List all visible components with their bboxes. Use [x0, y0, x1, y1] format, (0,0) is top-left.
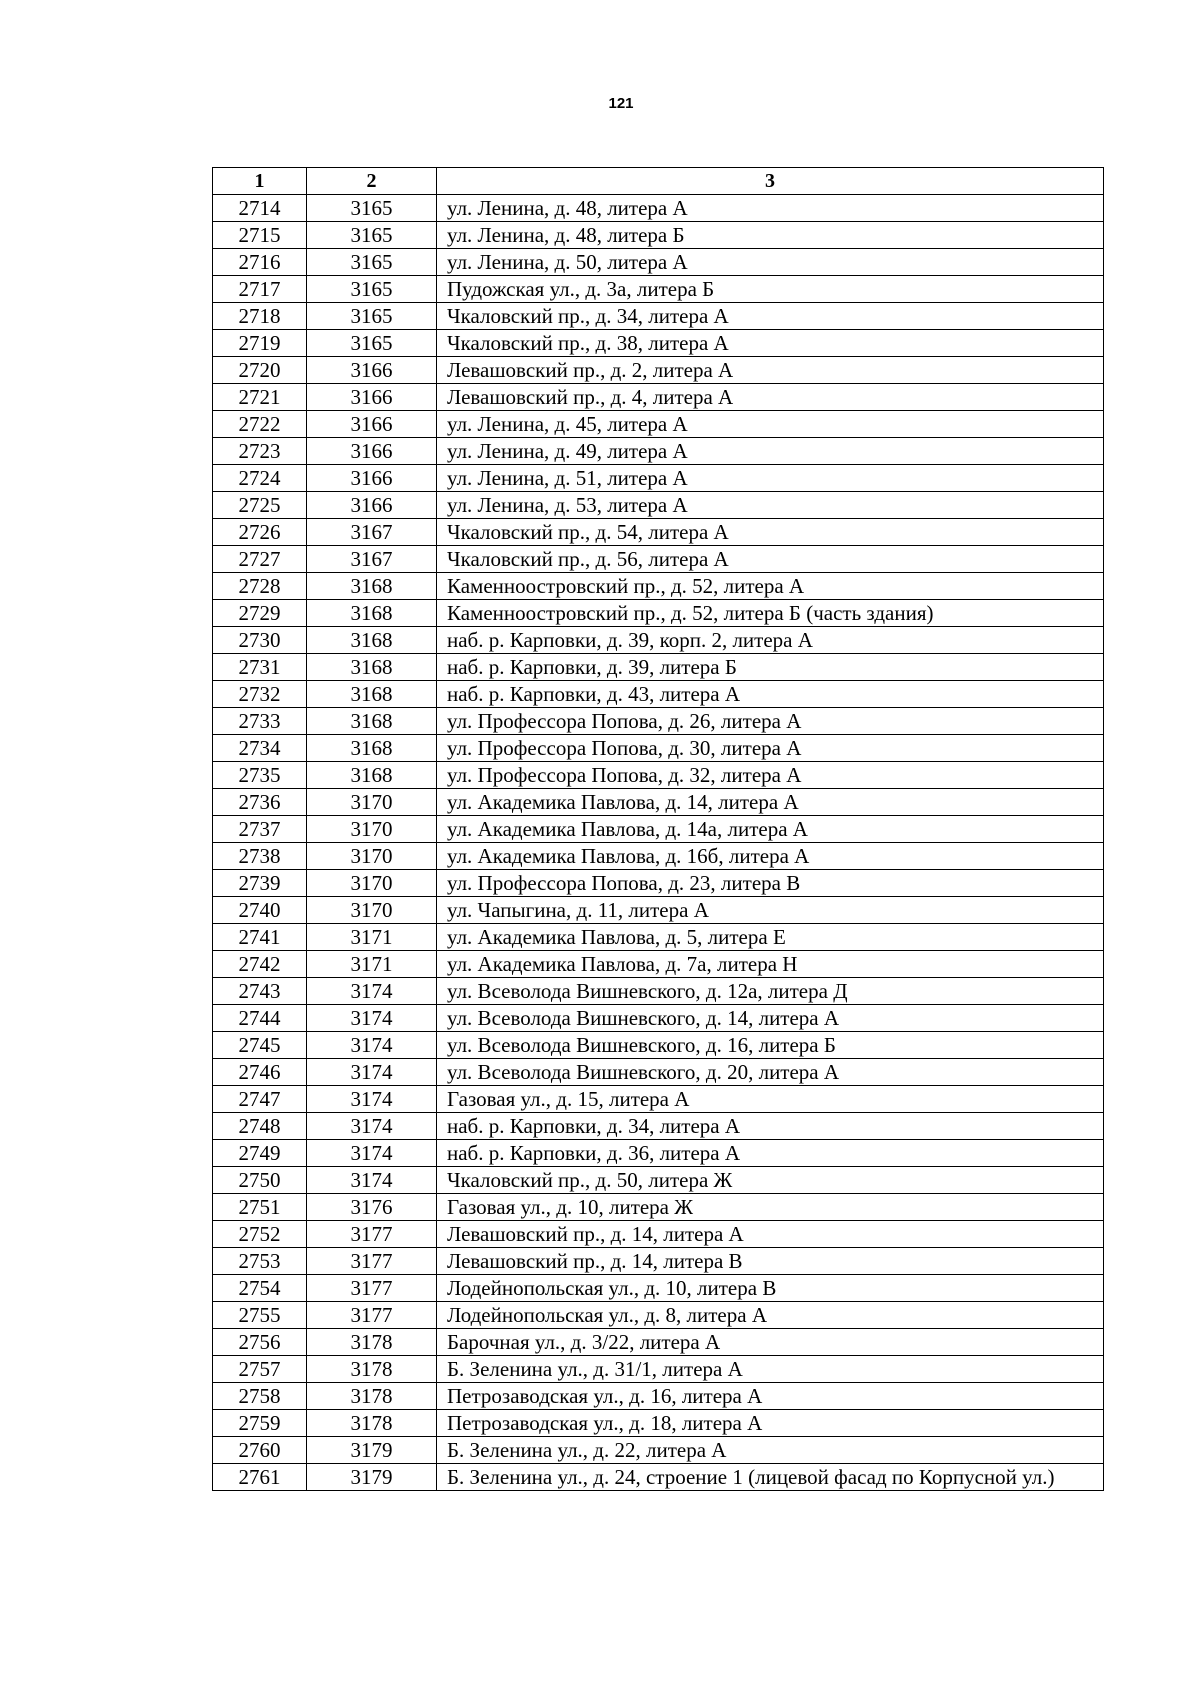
row-number-cell: 2756 — [213, 1329, 307, 1356]
table-row — [213, 249, 1104, 276]
row-number-cell: 2724 — [213, 465, 307, 492]
table-row — [213, 573, 1104, 600]
address-cell: Чкаловский пр., д. 56, литера А — [437, 546, 1104, 573]
table-row — [213, 1302, 1104, 1329]
code-cell: 3176 — [307, 1194, 437, 1221]
table-row — [213, 1221, 1104, 1248]
address-cell: Чкаловский пр., д. 34, литера А — [437, 303, 1104, 330]
address-cell: ул. Ленина, д. 45, литера А — [437, 411, 1104, 438]
code-cell: 3168 — [307, 600, 437, 627]
row-number-cell: 2742 — [213, 951, 307, 978]
code-cell: 3168 — [307, 735, 437, 762]
table-row — [213, 276, 1104, 303]
address-cell: ул. Всеволода Вишневского, д. 20, литера А — [437, 1059, 1104, 1086]
table-row — [213, 465, 1104, 492]
address-cell: ул. Профессора Попова, д. 23, литера В — [437, 870, 1104, 897]
table-row — [213, 843, 1104, 870]
code-cell: 3177 — [307, 1275, 437, 1302]
code-cell: 3174 — [307, 1059, 437, 1086]
table-row — [213, 438, 1104, 465]
row-number-cell: 2715 — [213, 222, 307, 249]
table-body — [213, 195, 1104, 1491]
code-cell: 3174 — [307, 978, 437, 1005]
column-header-2: 2 — [307, 168, 437, 195]
address-cell: ул. Ленина, д. 53, литера А — [437, 492, 1104, 519]
row-number-cell: 2745 — [213, 1032, 307, 1059]
table-row — [213, 1059, 1104, 1086]
address-cell: ул. Чапыгина, д. 11, литера А — [437, 897, 1104, 924]
row-number-cell: 2733 — [213, 708, 307, 735]
address-cell: Каменноостровский пр., д. 52, литера Б (часть здания) — [437, 600, 1104, 627]
registry-table — [212, 167, 1104, 1491]
address-cell: Лодейнопольская ул., д. 8, литера А — [437, 1302, 1104, 1329]
code-cell: 3177 — [307, 1221, 437, 1248]
code-cell: 3166 — [307, 411, 437, 438]
code-cell: 3165 — [307, 276, 437, 303]
code-cell: 3165 — [307, 249, 437, 276]
table-row — [213, 951, 1104, 978]
address-cell: ул. Профессора Попова, д. 26, литера А — [437, 708, 1104, 735]
address-cell: Лодейнопольская ул., д. 10, литера В — [437, 1275, 1104, 1302]
address-cell: Б. Зеленина ул., д. 22, литера А — [437, 1437, 1104, 1464]
row-number-cell: 2741 — [213, 924, 307, 951]
code-cell: 3170 — [307, 816, 437, 843]
table-row — [213, 789, 1104, 816]
table-row — [213, 708, 1104, 735]
table-row — [213, 1329, 1104, 1356]
code-cell: 3166 — [307, 438, 437, 465]
address-cell: ул. Всеволода Вишневского, д. 14, литера А — [437, 1005, 1104, 1032]
code-cell: 3174 — [307, 1140, 437, 1167]
code-cell: 3174 — [307, 1113, 437, 1140]
row-number-cell: 2746 — [213, 1059, 307, 1086]
code-cell: 3167 — [307, 546, 437, 573]
table-row — [213, 681, 1104, 708]
table-row — [213, 1167, 1104, 1194]
row-number-cell: 2725 — [213, 492, 307, 519]
address-cell: Б. Зеленина ул., д. 31/1, литера А — [437, 1356, 1104, 1383]
address-cell: ул. Академика Павлова, д. 7а, литера Н — [437, 951, 1104, 978]
address-cell: ул. Ленина, д. 48, литера А — [437, 195, 1104, 222]
address-cell: наб. р. Карповки, д. 43, литера А — [437, 681, 1104, 708]
code-cell: 3177 — [307, 1248, 437, 1275]
table-row — [213, 1383, 1104, 1410]
code-cell: 3171 — [307, 924, 437, 951]
page-number: 121 — [608, 95, 634, 112]
table-row — [213, 735, 1104, 762]
table-row — [213, 1437, 1104, 1464]
table-row — [213, 897, 1104, 924]
address-cell: Барочная ул., д. 3/22, литера А — [437, 1329, 1104, 1356]
row-number-cell: 2761 — [213, 1464, 307, 1491]
row-number-cell: 2757 — [213, 1356, 307, 1383]
code-cell: 3178 — [307, 1410, 437, 1437]
row-number-cell: 2716 — [213, 249, 307, 276]
table-row — [213, 816, 1104, 843]
code-cell: 3179 — [307, 1464, 437, 1491]
row-number-cell: 2737 — [213, 816, 307, 843]
table-row — [213, 870, 1104, 897]
code-cell: 3178 — [307, 1329, 437, 1356]
code-cell: 3168 — [307, 762, 437, 789]
code-cell: 3165 — [307, 195, 437, 222]
row-number-cell: 2727 — [213, 546, 307, 573]
code-cell: 3168 — [307, 573, 437, 600]
table-row — [213, 654, 1104, 681]
row-number-cell: 2740 — [213, 897, 307, 924]
address-cell: ул. Ленина, д. 51, литера А — [437, 465, 1104, 492]
code-cell: 3174 — [307, 1167, 437, 1194]
code-cell: 3170 — [307, 870, 437, 897]
code-cell: 3166 — [307, 384, 437, 411]
row-number-cell: 2732 — [213, 681, 307, 708]
table-row — [213, 222, 1104, 249]
row-number-cell: 2721 — [213, 384, 307, 411]
address-cell: ул. Всеволода Вишневского, д. 16, литера Б — [437, 1032, 1104, 1059]
row-number-cell: 2718 — [213, 303, 307, 330]
column-header-1: 1 — [213, 168, 307, 195]
row-number-cell: 2747 — [213, 1086, 307, 1113]
table-row — [213, 303, 1104, 330]
row-number-cell: 2734 — [213, 735, 307, 762]
code-cell: 3178 — [307, 1383, 437, 1410]
row-number-cell: 2717 — [213, 276, 307, 303]
code-cell: 3168 — [307, 627, 437, 654]
table-row — [213, 1248, 1104, 1275]
table-row — [213, 384, 1104, 411]
row-number-cell: 2759 — [213, 1410, 307, 1437]
code-cell: 3170 — [307, 897, 437, 924]
row-number-cell: 2730 — [213, 627, 307, 654]
code-cell: 3170 — [307, 789, 437, 816]
address-cell: Петрозаводская ул., д. 16, литера А — [437, 1383, 1104, 1410]
code-cell: 3174 — [307, 1086, 437, 1113]
code-cell: 3171 — [307, 951, 437, 978]
row-number-cell: 2748 — [213, 1113, 307, 1140]
table-row — [213, 600, 1104, 627]
code-cell: 3165 — [307, 303, 437, 330]
code-cell: 3168 — [307, 654, 437, 681]
table-row — [213, 1410, 1104, 1437]
row-number-cell: 2752 — [213, 1221, 307, 1248]
table-row — [213, 627, 1104, 654]
code-cell: 3166 — [307, 465, 437, 492]
code-cell: 3166 — [307, 492, 437, 519]
code-cell: 3168 — [307, 681, 437, 708]
row-number-cell: 2720 — [213, 357, 307, 384]
row-number-cell: 2723 — [213, 438, 307, 465]
row-number-cell: 2729 — [213, 600, 307, 627]
code-cell: 3170 — [307, 843, 437, 870]
row-number-cell: 2735 — [213, 762, 307, 789]
row-number-cell: 2749 — [213, 1140, 307, 1167]
row-number-cell: 2753 — [213, 1248, 307, 1275]
table-row — [213, 492, 1104, 519]
table-row — [213, 1113, 1104, 1140]
table-row — [213, 411, 1104, 438]
row-number-cell: 2736 — [213, 789, 307, 816]
row-number-cell: 2758 — [213, 1383, 307, 1410]
code-cell: 3174 — [307, 1005, 437, 1032]
table-row — [213, 924, 1104, 951]
row-number-cell: 2726 — [213, 519, 307, 546]
code-cell: 3168 — [307, 708, 437, 735]
address-cell: Петрозаводская ул., д. 18, литера А — [437, 1410, 1104, 1437]
column-header-3: 3 — [437, 168, 1104, 195]
row-number-cell: 2719 — [213, 330, 307, 357]
address-cell: ул. Ленина, д. 49, литера А — [437, 438, 1104, 465]
table-row — [213, 1032, 1104, 1059]
address-cell: Газовая ул., д. 15, литера А — [437, 1086, 1104, 1113]
code-cell: 3165 — [307, 330, 437, 357]
address-cell: Чкаловский пр., д. 38, литера А — [437, 330, 1104, 357]
table-row — [213, 195, 1104, 222]
address-cell: ул. Академика Павлова, д. 14, литера А — [437, 789, 1104, 816]
code-cell: 3174 — [307, 1032, 437, 1059]
row-number-cell: 2755 — [213, 1302, 307, 1329]
row-number-cell: 2760 — [213, 1437, 307, 1464]
table-row — [213, 1356, 1104, 1383]
address-cell: Левашовский пр., д. 14, литера В — [437, 1248, 1104, 1275]
code-cell: 3177 — [307, 1302, 437, 1329]
table-row — [213, 1194, 1104, 1221]
address-cell: Каменноостровский пр., д. 52, литера А — [437, 573, 1104, 600]
address-cell: Чкаловский пр., д. 50, литера Ж — [437, 1167, 1104, 1194]
table-header-row — [213, 168, 1104, 195]
row-number-cell: 2743 — [213, 978, 307, 1005]
code-cell: 3166 — [307, 357, 437, 384]
code-cell: 3178 — [307, 1356, 437, 1383]
table-row — [213, 1464, 1104, 1491]
address-cell: ул. Академика Павлова, д. 14а, литера А — [437, 816, 1104, 843]
address-cell: наб. р. Карповки, д. 39, корп. 2, литера А — [437, 627, 1104, 654]
address-cell: ул. Профессора Попова, д. 30, литера А — [437, 735, 1104, 762]
address-cell: наб. р. Карповки, д. 34, литера А — [437, 1113, 1104, 1140]
address-cell: ул. Академика Павлова, д. 5, литера Е — [437, 924, 1104, 951]
code-cell: 3179 — [307, 1437, 437, 1464]
address-cell: Левашовский пр., д. 14, литера А — [437, 1221, 1104, 1248]
table-row — [213, 1275, 1104, 1302]
address-cell: наб. р. Карповки, д. 36, литера А — [437, 1140, 1104, 1167]
row-number-cell: 2722 — [213, 411, 307, 438]
row-number-cell: 2728 — [213, 573, 307, 600]
row-number-cell: 2754 — [213, 1275, 307, 1302]
table-row — [213, 978, 1104, 1005]
table-row — [213, 1086, 1104, 1113]
address-cell: Газовая ул., д. 10, литера Ж — [437, 1194, 1104, 1221]
row-number-cell: 2750 — [213, 1167, 307, 1194]
row-number-cell: 2744 — [213, 1005, 307, 1032]
table-row — [213, 1140, 1104, 1167]
table-row — [213, 546, 1104, 573]
code-cell: 3167 — [307, 519, 437, 546]
row-number-cell: 2731 — [213, 654, 307, 681]
address-cell: Пудожская ул., д. 3а, литера Б — [437, 276, 1104, 303]
address-cell: Б. Зеленина ул., д. 24, строение 1 (лицевой фасад по Корпусной ул.) — [437, 1464, 1104, 1491]
table-row — [213, 1005, 1104, 1032]
row-number-cell: 2751 — [213, 1194, 307, 1221]
address-cell: ул. Ленина, д. 48, литера Б — [437, 222, 1104, 249]
address-cell: Левашовский пр., д. 4, литера А — [437, 384, 1104, 411]
address-cell: ул. Всеволода Вишневского, д. 12а, литера Д — [437, 978, 1104, 1005]
table-row — [213, 357, 1104, 384]
address-cell: Чкаловский пр., д. 54, литера А — [437, 519, 1104, 546]
table-row — [213, 519, 1104, 546]
table-row — [213, 330, 1104, 357]
address-cell: наб. р. Карповки, д. 39, литера Б — [437, 654, 1104, 681]
table-row — [213, 762, 1104, 789]
address-cell: ул. Академика Павлова, д. 16б, литера А — [437, 843, 1104, 870]
address-cell: ул. Профессора Попова, д. 32, литера А — [437, 762, 1104, 789]
row-number-cell: 2739 — [213, 870, 307, 897]
address-cell: Левашовский пр., д. 2, литера А — [437, 357, 1104, 384]
row-number-cell: 2738 — [213, 843, 307, 870]
code-cell: 3165 — [307, 222, 437, 249]
row-number-cell: 2714 — [213, 195, 307, 222]
address-cell: ул. Ленина, д. 50, литера А — [437, 249, 1104, 276]
